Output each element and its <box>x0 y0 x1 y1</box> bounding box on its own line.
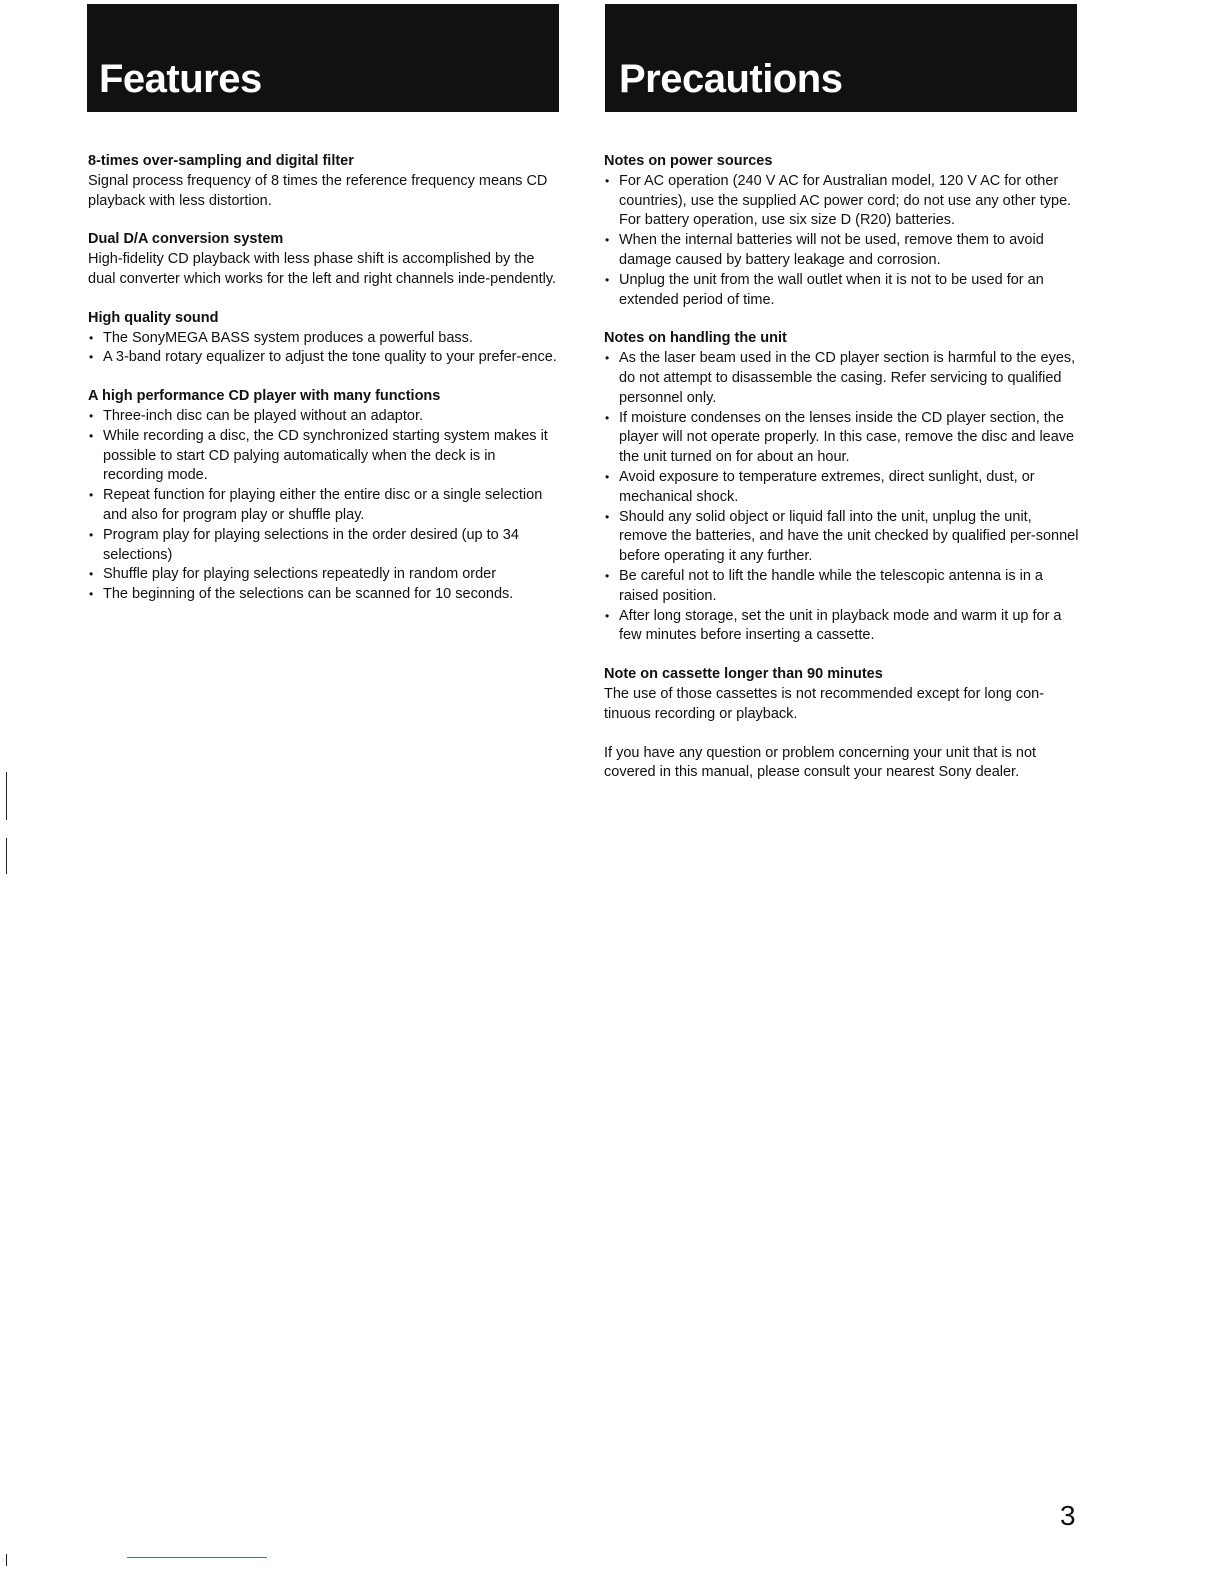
bullet-list <box>88 329 558 369</box>
section-cd-player <box>88 387 558 605</box>
list-item: • Be careful not to lift the handle while the telescopic antenna is in a raised position. <box>604 567 1080 607</box>
bullet-list <box>604 231 1080 310</box>
section-cassette <box>604 665 1080 724</box>
section-oversampling <box>88 152 558 211</box>
list-item: • Should any solid object or liquid fall into the unit, unplug the unit, remove the batteries, and have the unit checked by qualified per-sonnel before operating it any further. <box>604 508 1080 567</box>
list-item-text: For AC operation (240 V AC for Australian model, 120 V AC for other countries), use the supplied AC power cord; do not use any other type. <box>619 172 1072 209</box>
section-heading: Note on cassette longer than 90 minutes <box>604 666 883 683</box>
section-contact <box>604 744 1080 784</box>
list-item <box>604 172 1080 212</box>
section-body: If you have any question or problem concerning your unit that is not covered in this manual, please consult your nearest Sony dealer. <box>604 744 1037 781</box>
features-title: Features <box>99 57 262 101</box>
section-heading: Dual D/A conversion system <box>88 231 284 248</box>
list-item: • The SonyMEGA BASS system produces a powerful bass. <box>88 329 558 349</box>
precautions-title: Precautions <box>619 57 843 101</box>
section-heading: 8-times over-sampling and digital filter <box>88 153 354 169</box>
list-item: • Unplug the unit from the wall outlet when it is not to be used for an extended period of time. <box>604 271 1080 311</box>
list-subparagraph: For battery operation, use six size D (R20) batteries. <box>619 212 956 229</box>
section-heading: A high performance CD player with many functions <box>88 388 441 405</box>
list-item: • The beginning of the selections can be scanned for 10 seconds. <box>88 585 558 605</box>
footer-line <box>127 1557 267 1558</box>
list-item: • A 3-band rotary equalizer to adjust the tone quality to your prefer-ence. <box>88 348 558 368</box>
section-handling <box>604 329 1080 646</box>
section-sound <box>88 309 558 368</box>
scan-mark <box>6 1554 7 1566</box>
list-item: • Avoid exposure to temperature extremes, direct sunlight, dust, or mechanical shock. <box>604 468 1080 508</box>
bullet-list <box>604 349 1080 646</box>
list-item: • Three-inch disc can be played without an adaptor. <box>88 407 558 427</box>
section-heading: Notes on power sources <box>604 153 773 169</box>
list-item: • When the internal batteries will not be used, remove them to avoid damage caused by battery leakage and corrosion. <box>604 231 1080 271</box>
list-item: • While recording a disc, the CD synchronized starting system makes it possible to start CD palying automatically when the deck is in recording mode. <box>88 427 558 486</box>
scan-mark <box>6 838 7 874</box>
bullet-list <box>604 172 1080 212</box>
section-body: Signal process frequency of 8 times the reference frequency means CD playback with less distortion. <box>88 172 548 209</box>
features-banner <box>87 4 559 112</box>
list-item: • After long storage, set the unit in playback mode and warm it up for a few minutes before inserting a cassette. <box>604 607 1080 647</box>
section-body: High-fidelity CD playback with less phase shift is accomplished by the dual converter which works for the left and right channels inde-pendently. <box>88 251 557 287</box>
list-item: • Shuffle play for playing selections repeatedly in random order <box>88 565 558 585</box>
section-heading: High quality sound <box>88 309 219 326</box>
section-power <box>604 152 1080 310</box>
scan-mark <box>6 772 7 820</box>
list-item: • If moisture condenses on the lenses inside the CD player section, the player will not operate properly. In this case, remove the disc and leave the unit turned on for about an hour. <box>604 409 1080 468</box>
bullet-list <box>88 407 558 605</box>
list-item: • Repeat function for playing either the entire disc or a single selection and also for program play or shuffle play. <box>88 486 558 526</box>
precautions-column <box>604 152 1080 802</box>
page-number: 3 <box>1060 1500 1076 1531</box>
features-column <box>88 152 558 624</box>
precautions-banner <box>605 4 1077 112</box>
section-body: The use of those cassettes is not recommended except for long con-tinuous recording or playback. <box>604 685 1045 722</box>
list-item: • Program play for playing selections in the order desired (up to 34 selections) <box>88 526 558 566</box>
list-item: • As the laser beam used in the CD player section is harmful to the eyes, do not attempt to disassemble the casing. Refer servicing to qualified personnel only. <box>604 349 1080 408</box>
section-heading: Notes on handling the unit <box>604 330 787 347</box>
section-dual-da <box>88 230 558 289</box>
